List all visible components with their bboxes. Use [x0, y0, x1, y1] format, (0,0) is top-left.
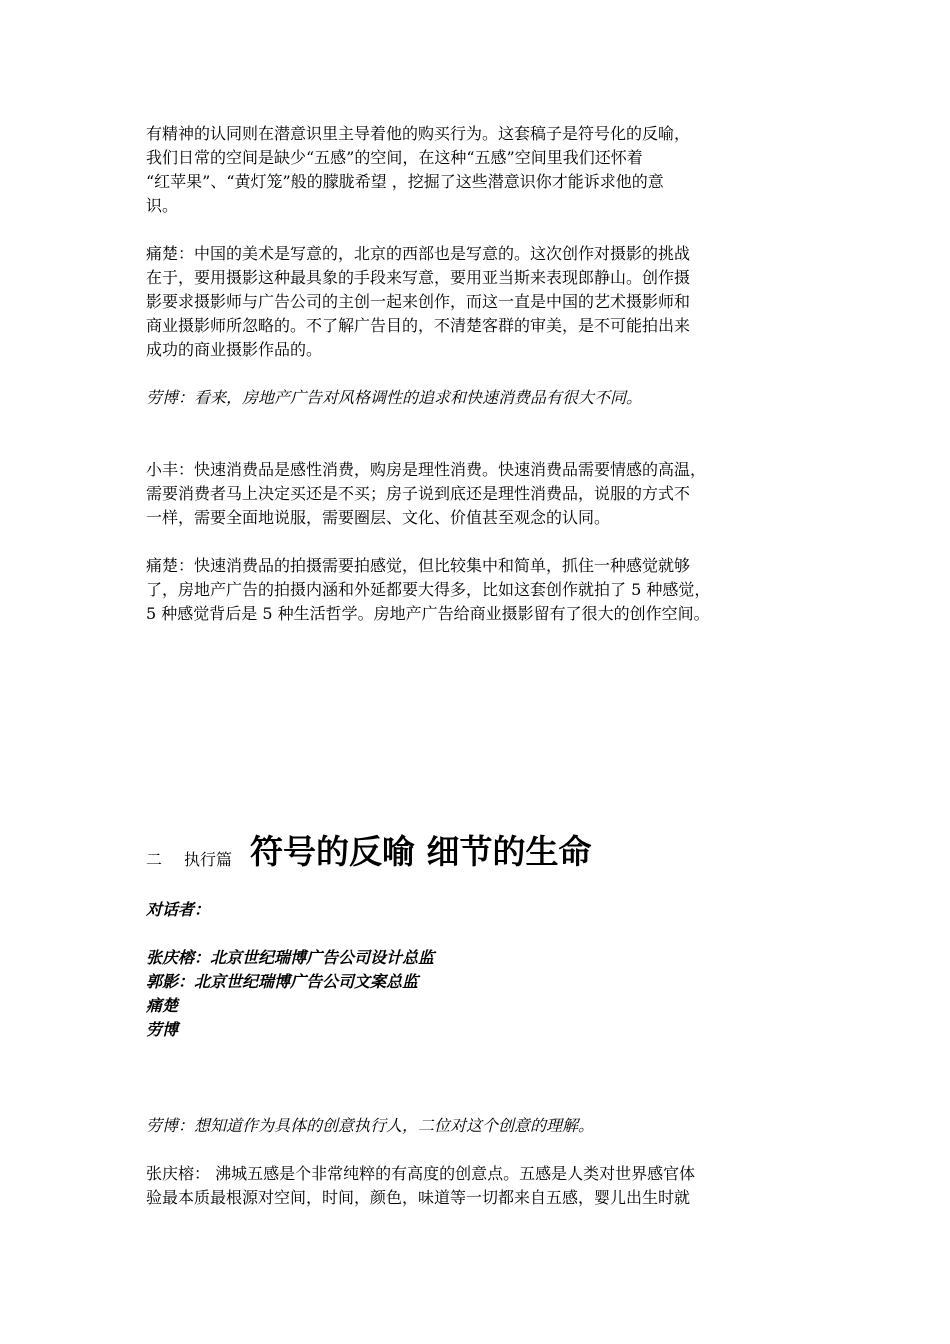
paragraph-4 — [146, 458, 826, 530]
speakers-label — [146, 898, 826, 922]
text-line: 在于，要用摄影这种最具象的手段来写意，要用亚当斯来表现郎静山。创作摄 — [146, 268, 691, 287]
section-title: 符号的反喻 细节的生命 — [250, 832, 592, 871]
speaker-item: 张庆榕：北京世纪瑞博广告公司设计总监 — [146, 948, 435, 967]
speakers-list — [146, 946, 826, 1042]
text-line: 了，房地产广告的拍摄内涵和外延都要大得多，比如这套创作就拍了 5 种感觉， — [146, 580, 711, 599]
speaker-item: 郭影：北京世纪瑞博广告公司文案总监 — [146, 972, 419, 991]
text-line: 影要求摄影师与广告公司的主创一起来创作，而这一直是中国的艺术摄影师和 — [146, 292, 691, 311]
paragraph-2 — [146, 242, 826, 362]
text-line: 小丰：快速消费品是感性消费，购房是理性消费。快速消费品需要情感的高温， — [146, 460, 707, 479]
speaker-item: 痛楚 — [146, 996, 179, 1015]
document-upper — [146, 122, 826, 626]
text-line: 我们日常的空间是缺少“五感”的空间，在这种“五感”空间里我们还怀着 — [146, 148, 643, 167]
section-heading — [146, 826, 846, 872]
text-line: 识。 — [146, 196, 179, 215]
text-line: 一样，需要全面地说服，需要圈层、文化、价值甚至观念的认同。 — [146, 508, 611, 527]
paragraph-5 — [146, 554, 826, 626]
section-label: 执行篇 — [184, 850, 233, 869]
text-line: 对话者： — [146, 900, 211, 919]
text-line: 张庆榕： 沸城五感是个非常纯粹的有高度的创意点。五感是人类对世界感官体 — [146, 1164, 696, 1183]
section-number: 二 — [146, 850, 163, 869]
text-line: 痛楚：中国的美术是写意的，北京的西部也是写意的。这次创作对摄影的挑战 — [146, 244, 691, 263]
question-paragraph — [146, 1114, 826, 1138]
text-line: 有精神的认同则在潜意识里主导着他的购买行为。这套稿子是符号化的反喻， — [146, 124, 691, 143]
text-line: 成功的商业摄影作品的。 — [146, 340, 323, 359]
text-line: “红苹果”、“黄灯笼”般的朦胧希望 ，挖掘了这些潜意识你才能诉求他的意 — [146, 172, 664, 191]
text-line: 劳博：看来，房地产广告对风格调性的追求和快速消费品有很大不同。 — [146, 388, 643, 407]
document-lower — [146, 898, 826, 1210]
text-line: 劳博：想知道作为具体的创意执行人，二位对这个创意的理解。 — [146, 1116, 595, 1135]
text-line: 需要消费者马上决定买还是不买；房子说到底还是理性消费品，说服的方式不 — [146, 484, 691, 503]
answer-paragraph — [146, 1162, 826, 1210]
text-line: 5 种感觉背后是 5 种生活哲学。房地产广告给商业摄影留有了很大的创作空间。 — [146, 604, 710, 623]
speaker-item: 劳博 — [146, 1020, 179, 1039]
text-line: 商业摄影师所忽略的。不了解广告目的，不清楚客群的审美，是不可能拍出来 — [146, 316, 691, 335]
text-line: 痛楚：快速消费品的拍摄需要拍感觉，但比较集中和简单，抓住一种感觉就够 — [146, 556, 691, 575]
text-line: 验最本质最根源对空间，时间，颜色，味道等一切都来自五感，婴儿出生时就 — [146, 1188, 691, 1207]
paragraph-3-question — [146, 386, 826, 410]
paragraph-1 — [146, 122, 826, 218]
